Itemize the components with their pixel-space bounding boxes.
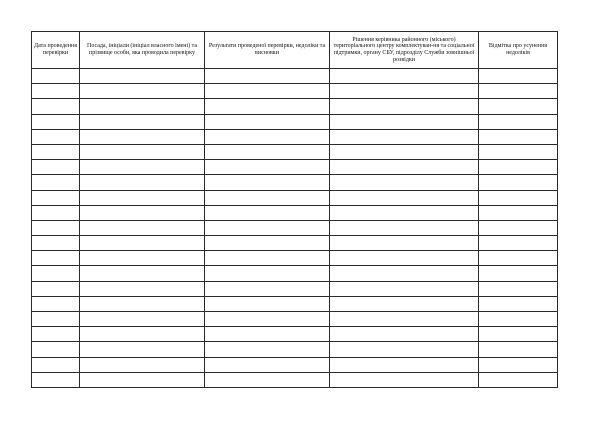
table-cell [80, 144, 205, 159]
table-cell [32, 357, 80, 372]
inspection-log-table [31, 31, 558, 388]
table-cell [80, 357, 205, 372]
table-cell [330, 160, 479, 175]
table-cell [80, 251, 205, 266]
table-cell [330, 84, 479, 99]
table-row [32, 129, 558, 144]
table-cell [32, 281, 80, 296]
table-cell [330, 190, 479, 205]
table-row [32, 296, 558, 311]
table-cell [330, 327, 479, 342]
table-row [32, 99, 558, 114]
table-cell [32, 205, 80, 220]
table-cell [330, 99, 479, 114]
table-cell [32, 236, 80, 251]
table-cell [80, 69, 205, 84]
table-cell [330, 236, 479, 251]
table-cell [205, 342, 330, 357]
table-cell [479, 236, 558, 251]
table-cell [205, 220, 330, 235]
table-cell [32, 220, 80, 235]
table-cell [479, 372, 558, 387]
table-cell [32, 327, 80, 342]
table-row [32, 84, 558, 99]
table-row [32, 69, 558, 84]
table-cell [330, 205, 479, 220]
table-row [32, 342, 558, 357]
table-row [32, 327, 558, 342]
table-row [32, 160, 558, 175]
table-cell [32, 99, 80, 114]
table-cell [205, 69, 330, 84]
header-inspection-date: Дата проведення перевірки [32, 32, 80, 69]
table-cell [479, 281, 558, 296]
table-row [32, 236, 558, 251]
table-cell [479, 69, 558, 84]
table-cell [80, 296, 205, 311]
table-cell [205, 84, 330, 99]
table-cell [80, 84, 205, 99]
table-cell [32, 251, 80, 266]
table-cell [205, 205, 330, 220]
table-cell [479, 266, 558, 281]
table-cell [330, 129, 479, 144]
table-cell [479, 175, 558, 190]
table-cell [479, 84, 558, 99]
table-cell [479, 251, 558, 266]
table-cell [32, 190, 80, 205]
table-cell [205, 266, 330, 281]
header-inspector-position-name: Посада, ініціали (ініціал власного імені) та прізвище особи, яка проводила перевірку [80, 32, 205, 69]
table-row [32, 251, 558, 266]
table-row [32, 175, 558, 190]
table-cell [205, 175, 330, 190]
table-cell [205, 327, 330, 342]
table-row [32, 372, 558, 387]
table-row [32, 266, 558, 281]
table-cell [32, 342, 80, 357]
table-cell [330, 296, 479, 311]
table-cell [330, 144, 479, 159]
table-cell [32, 266, 80, 281]
table-cell [330, 251, 479, 266]
table-row [32, 281, 558, 296]
table-cell [479, 144, 558, 159]
table-cell [330, 69, 479, 84]
table-cell [479, 99, 558, 114]
table-cell [205, 99, 330, 114]
table-cell [479, 357, 558, 372]
table-cell [330, 312, 479, 327]
table-cell [205, 281, 330, 296]
table-cell [32, 144, 80, 159]
table-row [32, 357, 558, 372]
table-cell [205, 372, 330, 387]
table-row [32, 312, 558, 327]
table-cell [330, 114, 479, 129]
table-cell [205, 312, 330, 327]
header-deficiency-resolution-mark: Відмітка про усунення недоліків [479, 32, 558, 69]
table-cell [479, 205, 558, 220]
table-cell [479, 312, 558, 327]
table-cell [80, 236, 205, 251]
table-cell [32, 312, 80, 327]
table-cell [479, 296, 558, 311]
table-row [32, 205, 558, 220]
table-cell [80, 281, 205, 296]
table-cell [330, 342, 479, 357]
table-cell [32, 175, 80, 190]
table-cell [205, 160, 330, 175]
table-header-row [32, 32, 558, 69]
table-cell [80, 190, 205, 205]
table-cell [205, 357, 330, 372]
table-cell [330, 357, 479, 372]
table-cell [80, 175, 205, 190]
table-cell [479, 327, 558, 342]
table-cell [80, 160, 205, 175]
table-cell [479, 114, 558, 129]
table-cell [205, 251, 330, 266]
table-cell [330, 266, 479, 281]
table-cell [80, 114, 205, 129]
table-cell [80, 205, 205, 220]
table-cell [205, 129, 330, 144]
table-cell [80, 220, 205, 235]
table-row [32, 190, 558, 205]
table-cell [330, 175, 479, 190]
header-head-decision: Рішення керівника районного (міського) територіального центру комплектуван-ня та соціальної підтримки, органу СБУ, підрозділу Служби зовнішньої розвідки [330, 32, 479, 69]
header-inspection-results: Результати проведеної перевірки, недоліки та висновки [205, 32, 330, 69]
table-cell [479, 220, 558, 235]
table-cell [80, 372, 205, 387]
table-cell [32, 296, 80, 311]
table-cell [479, 190, 558, 205]
table-cell [80, 342, 205, 357]
table-cell [330, 281, 479, 296]
table-cell [205, 114, 330, 129]
table-row [32, 144, 558, 159]
table-body [32, 69, 558, 388]
inspection-log-sheet [31, 31, 557, 388]
table-cell [479, 160, 558, 175]
table-cell [205, 236, 330, 251]
table-cell [32, 129, 80, 144]
table-cell [205, 190, 330, 205]
table-cell [80, 327, 205, 342]
table-cell [205, 144, 330, 159]
table-cell [205, 296, 330, 311]
table-cell [479, 129, 558, 144]
table-cell [80, 266, 205, 281]
table-cell [32, 160, 80, 175]
table-cell [330, 372, 479, 387]
table-cell [32, 69, 80, 84]
table-cell [80, 312, 205, 327]
table-cell [32, 114, 80, 129]
table-cell [32, 372, 80, 387]
table-cell [330, 220, 479, 235]
table-cell [80, 129, 205, 144]
table-row [32, 220, 558, 235]
table-cell [80, 99, 205, 114]
table-cell [479, 342, 558, 357]
table-cell [32, 84, 80, 99]
table-row [32, 114, 558, 129]
